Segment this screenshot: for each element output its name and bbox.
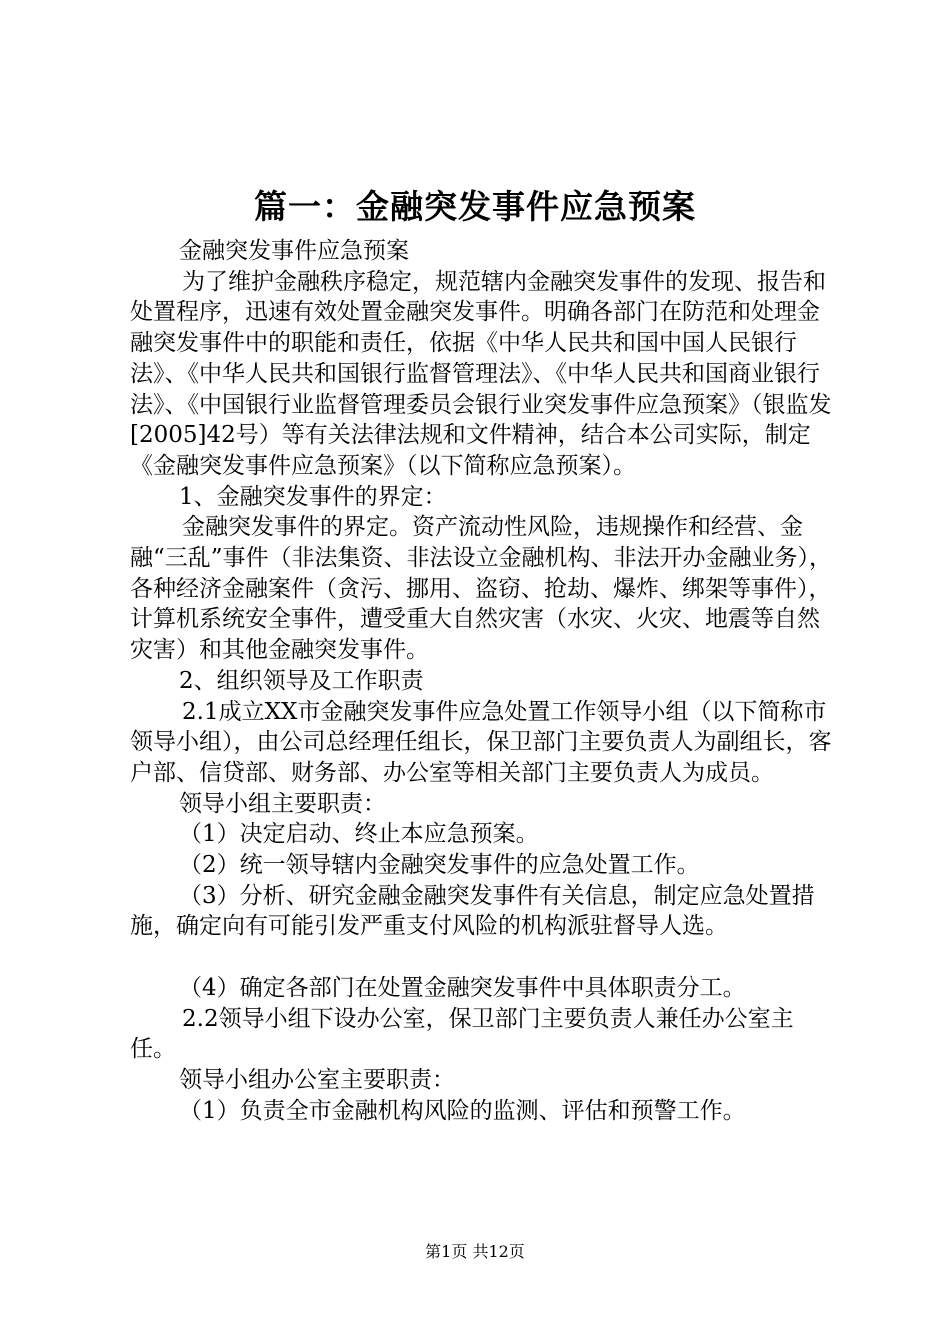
paragraph-office-duties-heading: 领导小组办公室主要职责： <box>179 1066 455 1093</box>
section-heading-2: 2、组织领导及工作职责 <box>179 667 424 694</box>
paragraph-duties-heading: 领导小组主要职责： <box>179 790 386 817</box>
list-item: （2）统一领导辖内金融突发事件的应急处置工作。 <box>179 852 700 879</box>
paragraph-2-1: 2.1成立XX市金融突发事件应急处置工作领导小组（以下简称市领导小组），由公司总经理任组长，保卫部门主要负责人为副组长，客户部、信贷部、财务部、办公室等相关部门主要负责人为成员。 <box>130 698 832 786</box>
document-title: 篇一：金融突发事件应急预案 <box>254 187 696 226</box>
paragraph-2-2: 2.2领导小组下设办公室，保卫部门主要负责人兼任办公室主任。 <box>130 1005 794 1063</box>
paragraph-definition: 金融突发事件的界定。资产流动性风险，违规操作和经营、金融“三乱”事件（非法集资、非法设立金融机构、非法开办金融业务），各种经济金融案件（贪污、挪用、盗窃、抢劫、爆炸、绑架等事件），计算机系统安全事件，遭受重大自然灾害（水灾、火灾、地震等自然灾害）和其他金融突发事件。 <box>130 514 833 664</box>
document-body <box>130 236 835 1126</box>
list-item: （1）决定启动、终止本应急预案。 <box>179 821 539 848</box>
list-item: （3）分析、研究金融金融突发事件有关信息，制定应急处置措施，确定向有可能引发严重支付风险的机构派驻督导人选。 <box>130 882 815 940</box>
paragraph-intro: 为了维护金融秩序稳定，规范辖内金融突发事件的发现、报告和处置程序，迅速有效处置金融突发事件。明确各部门在防范和处理金融突发事件中的职能和责任，依据《中华人民共和国中国人民银行法》、《中华人民共和国银行监督管理法》、《中华人民共和国商业银行法》、《中国银行业监督管理委员会银行业突发事件应急预案》（银监发[2005]42号）等有关法律法规和文件精神，结合本公司实际，制定《金融突发事件应急预案》（以下简称应急预案）。 <box>130 268 832 479</box>
paragraph-gap <box>130 942 835 973</box>
section-heading-1: 1、金融突发事件的界定： <box>179 483 447 510</box>
list-item: （1）负责全市金融机构风险的监测、评估和预警工作。 <box>179 1097 746 1124</box>
page-footer: 第1页 共12页 <box>425 1242 525 1261</box>
paragraph-subtitle: 金融突发事件应急预案 <box>179 238 409 264</box>
list-item: （4）确定各部门在处置金融突发事件中具体职责分工。 <box>179 974 746 1001</box>
